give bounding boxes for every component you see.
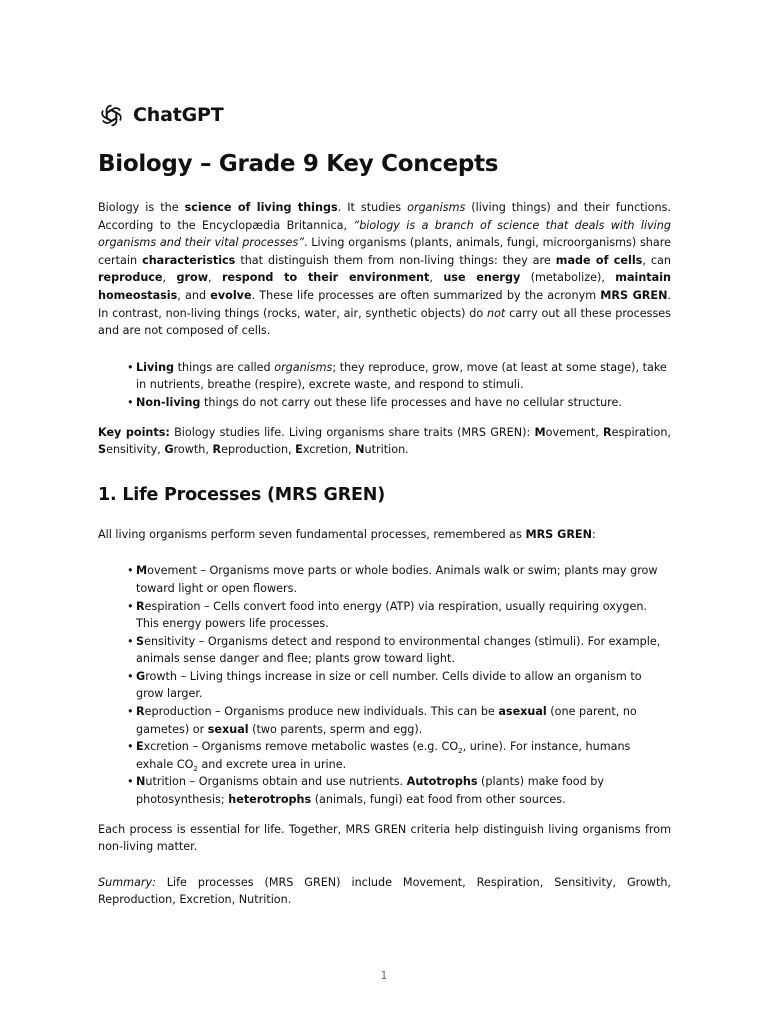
brand-name: ChatGPT bbox=[133, 104, 224, 126]
chatgpt-logo-icon bbox=[98, 102, 125, 129]
document-title: Biology – Grade 9 Key Concepts bbox=[98, 151, 499, 177]
brand-header bbox=[98, 100, 671, 130]
list-item-sensitivity: • Sensitivity – Organisms detect and respond to environmental changes (stimuli). For example, animals sense danger and flee; plants grow toward light. bbox=[128, 633, 671, 668]
page-number: 1 bbox=[380, 970, 388, 982]
living-nonliving-list bbox=[98, 359, 671, 412]
section-heading-life-processes: 1. Life Processes (MRS GREN) bbox=[98, 484, 385, 505]
list-item-growth: • Growth – Living things increase in size or cell number. Cells divide to allow an organism to grow larger. bbox=[128, 668, 671, 703]
section1-closing: Each process is essential for life. Together, MRS GREN criteria help distinguish living organisms from non-living matter. bbox=[98, 822, 671, 854]
section1-intro: All living organisms perform seven fundamental processes, remembered as MRS GREN: bbox=[98, 527, 596, 541]
summary-paragraph: Summary: Life processes (MRS GREN) include Movement, Respiration, Sensitivity, Growth, Reproduction, Excretion, Nutrition. bbox=[98, 875, 671, 907]
list-item-respiration: • Respiration – Cells convert food into energy (ATP) via respiration, usually requiring oxygen. This energy powers life processes. bbox=[128, 598, 671, 633]
list-item-movement: • Movement – Organisms move parts or whole bodies. Animals walk or swim; plants may grow toward light or open flowers. bbox=[128, 562, 671, 597]
key-points-paragraph: Key points: Biology studies life. Living organisms share traits (MRS GREN): Movement, Respiration, Sensitivity, Growth, Reproduction, Excretion, Nutrition. bbox=[98, 425, 671, 457]
list-item-nutrition: • Nutrition – Organisms obtain and use nutrients. Autotrophs (plants) make food by photosynthesis; heterotrophs (animals, fungi) eat food from other sources. bbox=[128, 773, 671, 808]
intro-paragraph: Biology is the science of living things. It studies organisms (living things) and their functions. According to the Encyclopædia Britannica, “biology is a branch of science that deals with living organisms and their vital processes”. Living organisms (plants, animals, fungi, microorganisms) share certain characteristics that distinguish them from non-living things: they are made of cells, can reproduce, grow, respond to their environment, use energy (metabolize), maintain homeostasis, and evolve. These life processes are often summarized by the acronym MRS GREN. In contrast, non-living things (rocks, water, air, synthetic objects) do not carry out all these processes and are not composed of cells. bbox=[98, 201, 672, 338]
list-item-living: • Living things are called organisms; they reproduce, grow, move (at least at some stage), take in nutrients, breathe (respire), excrete waste, and respond to stimuli. bbox=[128, 359, 671, 394]
mrs-gren-list bbox=[98, 562, 671, 808]
list-item-nonliving: • Non-living things do not carry out these life processes and have no cellular structure. bbox=[128, 394, 671, 412]
list-item-excretion: • Excretion – Organisms remove metabolic wastes (e.g. $CO_2$, urine). For instance, humans exhale $CO_2$ and excrete urea in urine. bbox=[128, 738, 671, 773]
list-item-reproduction: • Reproduction – Organisms produce new individuals. This can be asexual (one parent, no gametes) or sexual (two parents, sperm and egg). bbox=[128, 703, 671, 738]
document-page bbox=[98, 100, 671, 909]
